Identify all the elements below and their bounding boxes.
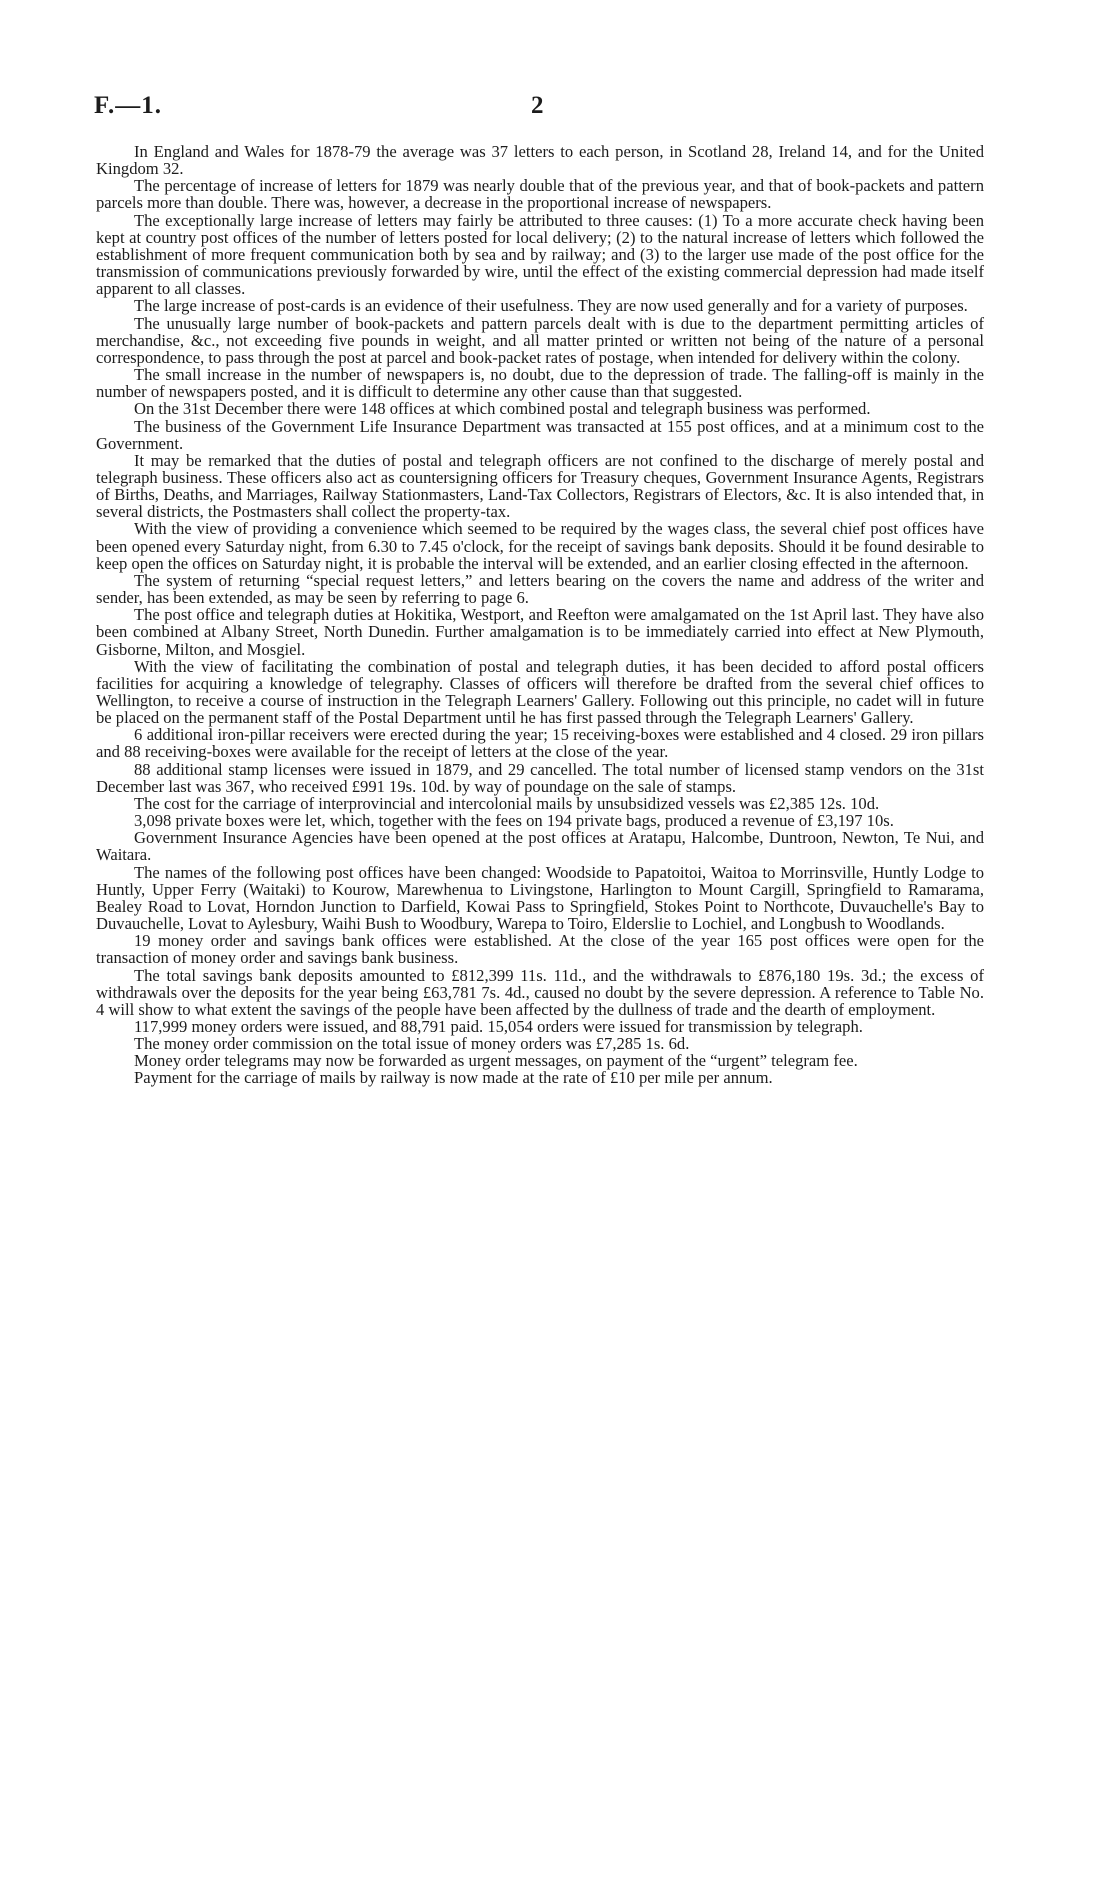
- paragraph: The total savings bank deposits amounted to £812,399 11s. 11d., and the withdrawals to £876,180 19s. 3d.; the excess of withdrawals over the deposits for the year being £63,781 7s. 4d., caused no doubt by the severe depression. A reference to Table No. 4 will show to what extent the savings of the people have been affected by the dullness of trade and the dearth of employment.: [96, 965, 984, 1019]
- paragraph: 3,098 private boxes were let, which, together with the fees on 194 private bags, produced a revenue of £3,197 10s.: [134, 811, 894, 831]
- paragraph: The large increase of post-cards is an evidence of their usefulness. They are now used generally and for a variety of purposes.: [134, 296, 968, 316]
- paragraph: The small increase in the number of newspapers is, no doubt, due to the depression of trade. The falling-off is mainly in the number of newspapers posted, and it is difficult to determine any other cause than that suggested.: [96, 365, 984, 402]
- paragraph: With the view of facilitating the combination of postal and telegraph duties, it has been decided to afford postal officers facilities for acquiring a knowledge of telegraphy. Classes of officers will therefore be drafted from the several chief offices to Wellington, to receive a course of instruction in the Telegraph Learners' Gallery. Following out this principle, no cadet will in future be placed on the permanent staff of the Postal Department until he has first passed through the Telegraph Learners' Gallery.: [96, 656, 984, 728]
- paragraph: The business of the Government Life Insurance Department was transacted at 155 post offices, and at a minimum cost to the Government.: [96, 416, 984, 453]
- paragraph: 88 additional stamp licenses were issued in 1879, and 29 cancelled. The total number of licensed stamp vendors on the 31st December last was 367, who received £991 19s. 10d. by way of poundage on the sale of stamps.: [96, 759, 984, 796]
- paragraph: The system of returning “special request letters,” and letters bearing on the covers the name and address of the writer and sender, has been extended, as may be seen by referring to page 6.: [96, 570, 984, 608]
- paragraph: The money order commission on the total issue of money orders was £7,285 1s. 6d.: [134, 1034, 690, 1054]
- paragraph: The percentage of increase of letters for 1879 was nearly double that of the previous year, and that of book-packets and pattern parcels more than double. There was, however, a decrease in the proportional increase of newspapers.: [96, 176, 984, 213]
- paragraph: On the 31st December there were 148 offices at which combined postal and telegraph business was performed.: [134, 399, 871, 419]
- paragraph: The exceptionally large increase of letters may fairly be attributed to three causes: (1) To a more accurate check having been kept at country post offices of the number of letters posted for local delivery; (2) to the natural increase of letters which followed the establishment of more frequent communication both by sea and by railway; and (3) to the larger use made of the post office for the transmission of communications previously forwarded by wire, until the effect of the existing commercial depression had made itself apparent to all classes.: [96, 210, 984, 299]
- paragraph: Payment for the carriage of mails by railway is now made at the rate of £10 per mile per annum.: [134, 1068, 773, 1088]
- paragraph: With the view of providing a convenience which seemed to be required by the wages class, the several chief post offices have been opened every Saturday night, from 6.30 to 7.45 o'clock, for the receipt of savings bank deposits. Should it be found desirable to keep open the offices on Saturday night, it is probable the interval will be extended, and an earlier closing effected in the afternoon.: [96, 519, 984, 573]
- paragraph: The unusually large number of book-packets and pattern parcels dealt with is due to the department permitting articles of merchandise, &c., not exceeding five pounds in weight, and all matter printed or written not being of the nature of a personal correspondence, to pass through the post at parcel and book-packet rates of postage, when intended for delivery within the colony.: [96, 313, 984, 367]
- page-code: F.—1.: [94, 92, 162, 119]
- paragraph: Money order telegrams may now be forwarded as urgent messages, on payment of the “urgent” telegram fee.: [134, 1051, 858, 1071]
- page-header: [94, 92, 984, 132]
- paragraph: In England and Wales for 1878-79 the average was 37 letters to each person, in Scotland 28, Ireland 14, and for the United Kingdom 32.: [96, 142, 984, 179]
- paragraph: 6 additional iron-pillar receivers were erected during the year; 15 receiving-boxes were established and 4 closed. 29 iron pillars and 88 receiving-boxes were available for the receipt of letters at the close of the year.: [96, 725, 984, 762]
- paragraph: 19 money order and savings bank offices were established. At the close of the year 165 post offices were open for the transaction of money order and savings bank business.: [96, 931, 984, 968]
- page-number: 2: [531, 92, 544, 119]
- body-text: [96, 143, 984, 1087]
- paragraph: Government Insurance Agencies have been opened at the post offices at Aratapu, Halcombe, Duntroon, Newton, Te Nui, and Waitara.: [96, 828, 984, 865]
- paragraph: It may be remarked that the duties of postal and telegraph officers are not confined to the discharge of merely postal and telegraph business. These officers also act as countersigning officers for Treasury cheques, Government Insurance Agents, Registrars of Births, Deaths, and Marriages, Railway Stationmasters, Land-Tax Collectors, Registrars of Electors, &c. It is also intended that, in several districts, the Postmasters shall collect the property-tax.: [96, 450, 984, 522]
- paragraph: 117,999 money orders were issued, and 88,791 paid. 15,054 orders were issued for transmission by telegraph.: [134, 1016, 863, 1036]
- paragraph: The names of the following post offices have been changed: Woodside to Papatoitoi, Waitoa to Morrinsville, Huntly Lodge to Huntly, Upper Ferry (Waitaki) to Kourow, Marewhenua to Livingstone, Harlington to Mount Cargill, Springfield to Ramarama, Bealey Road to Lovat, Horndon Junction to Darfield, Kowai Pass to Springfield, Stokes Point to Northcote, Duvauchelle's Bay to Duvauchelle, Lovat to Aylesbury, Waihi Bush to Woodbury, Warepa to Toiro, Elderslie to Lochiel, and Longbush to Woodlands.: [96, 862, 984, 934]
- paragraph: The post office and telegraph duties at Hokitika, Westport, and Reefton were amalgamated on the 1st April last. They have also been combined at Albany Street, North Dunedin. Further amalgamation is to be immediately carried into effect at New Plymouth, Gisborne, Milton, and Mosgiel.: [96, 605, 984, 659]
- paragraph: The cost for the carriage of interprovincial and intercolonial mails by unsubsidized vessels was £2,385 12s. 10d.: [134, 793, 880, 813]
